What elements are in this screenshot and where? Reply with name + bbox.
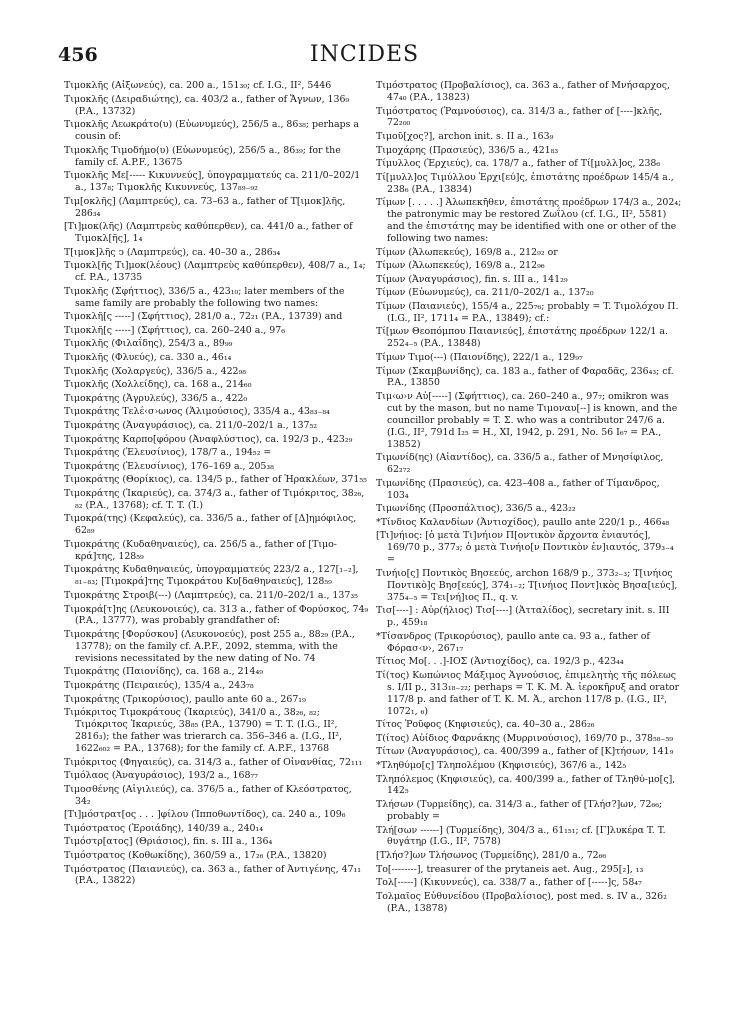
- index-entry: Τιμοκράτης (Κυδαθηναιεύς), ca. 256/5 a., father of [Τιμο-κρά]της, 128₅₉: [64, 538, 337, 562]
- index-entry: Τιμόστρ[ατος] (Θριάσιος), fin. s. III a., 136₄: [64, 836, 273, 848]
- index-entry: Τίμων Τιμο(---) (Παιονίδης), 222/1 a., 129₉₇: [376, 351, 583, 363]
- index-entry: Τιμοκλῆς (Φλυεύς), ca. 330 a., 46₁₄: [64, 351, 232, 363]
- index-entry: Τίμων (Σκαμβωνίδης), ca. 183 a., father of Φαραδᾶς, 236₄₃; cf. P.A., 13850: [376, 365, 674, 389]
- index-entry: Τιμοκράτης (Ἀγρυλεύς), 336/5 a., 422₀: [64, 392, 248, 404]
- index-entry: Τιμοκράτης (Τρικορύσιος), paullo ante 60 a., 267₁₉: [64, 693, 306, 705]
- index-entry: Το[--------], treasurer of the prytaneis aet. Aug., 295[₂], ₁₃: [376, 863, 644, 875]
- index-entry: Τιμοκράτης Καρπο[φόρου (Ἀναφλύστιος), ca. 192/3 p., 423₂₉: [64, 433, 353, 445]
- index-entry: Τίμων (Εὐωνυμεύς), ca. 211/0–202/1 a., 137₂₀: [376, 287, 594, 299]
- index-entry: Τιμοκλῆς Με[----- Κικυννεύς], ὑπογραμματεύς ca. 211/0–202/1 a., 137₈; Τιμοκλῆς Κικυννεύς, 137₈₉₋₉₂: [64, 170, 361, 193]
- index-entry: Τί(τος) Κωπώνιος Μάξιμος Ἁγνούσιος, ἐπιμελητὴς τῆς πόλεως s. I/II p., 313₁₈₋₂₂; perhaps = T. K. M. Ἀ. ἱεροκῆρυξ and orator 117/8 p. and father of T. K. M. Ἀ., archon 117/8 p. (I.G., II², 1072₁, ₆): [376, 669, 680, 717]
- index-entry: Τλή[σων ------] (Τυρμείδης), 304/3 a., 61₁₅₁; cf. [Γ]λυκέρα T. T. θυγάτηρ (I.G., II², 7578): [376, 824, 666, 848]
- index-entry: Τιμοκράτης (Ἐλευσίνιος), 178/7 a., 194₅₂ =: [64, 447, 272, 459]
- page-title: INCIDES: [309, 42, 420, 67]
- index-entry: T(ίτος) Αὐίδιος Φαρνάκης (Μυρρινούσιος), 169/70 p., 378₅₈₋₅₉: [376, 732, 673, 744]
- index-entry: *Τληθύμο[ς] Τληπολέμου (Κηφισιεύς), 367/6 a., 142₅: [376, 759, 627, 771]
- index-entry: Τλήσων (Τυρμείδης), ca. 314/3 a., father of [Τλήσ?]ων, 72₆₆; probably =: [376, 799, 663, 822]
- index-entry: Τί[μων Θεοπόμπου Παιανιεύς], ἐπιστάτης προέδρων 122/1 a. 252₄₋₅ (P.A., 13848): [376, 326, 668, 350]
- index-entry: Τιμοκλῆς (Φιλαΐδης), 254/3 a., 89₉₉: [64, 338, 233, 350]
- index-entry: [Τι]νήιος: [ὁ μετὰ Τι]νήιον Π[οντικὸν ἄρχοντα ἐνιαυτός], 169/70 p., 377₃; ὁ μετὰ Τινήιο[ν Ποντικὸν ἐν]ιαυτός, 379₃₋₄ =: [376, 530, 674, 566]
- index-entry: Τιμοῦ[χος?], archon init. s. II a., 163₉: [376, 131, 554, 142]
- index-entry: Τιμοκράτης (Ἀναγυράσιος), ca. 211/0–202/1 a., 137₅₂: [64, 419, 318, 431]
- index-entry: Τίτος Ῥοῦφος (Κηφισιεύς), ca. 40–30 a., 286₂₆: [376, 719, 595, 731]
- index-entry: [Τι]μοκ(λῆς) (Λαμπτρεὺς καθύπερθεν), ca. 441/0 a., father of Τιμοκλ[ῆς], 1₄: [64, 221, 353, 244]
- index-entry: *Τίσανδρος (Τρικορύσιος), paullo ante ca. 93 a., father of Φόρασ‹ν›, 267₁₇: [376, 630, 650, 654]
- index-entry: Τ[ιμοκ]λῆς ͻ (Λαμπτρεύς), ca. 40–30 a., 286₃₄: [64, 246, 281, 258]
- index-entry: Τιμοκλῆς Τιμοδήμο(υ) (Εὐωνυμεύς), 256/5 a., 86₃₉; for the family cf. A.P.F., 13675: [64, 144, 341, 168]
- index-entry: Τιμόστρατος (Κοθωκίδης), 360/59 a., 17₂₆ (P.A., 13820): [64, 849, 327, 861]
- index-entry: Τιμόστρατος (Προβαλίσιος), ca. 363 a., father of Μνήσαρχος, 47₄₀ (P.A., 13823): [376, 80, 670, 103]
- page-number: 456: [58, 44, 98, 66]
- index-entry: Τινήιο[ς] Ποντικὸς Βησεεύς, archon 168/9 p., 373₂₋₃; T[ινήιος Ποντικὸ]ς Βησ[εεύς], 374₁₋₂; T[ινήιος Ποντ]ικὸς Βησα[ιεύς], 375₄₋₅ = Τει[νή]ιος Π., q. v.: [376, 567, 678, 603]
- index-entry: Τίμων (Ἀναγυράσιος), fin. s. III a., 141₂₉: [376, 273, 568, 285]
- index-entry: Τίμων (Παιανιεύς), 155/4 a., 225₇₆; probably = T. Τιμολόχου Π. (I.G., II², 1711₄ = P.A., 13849); cf.:: [376, 300, 679, 324]
- index-entry: Τιμόστρατος (Ῥαμνούσιος), ca. 314/3 a., father of [----]κλῆς, 72₂₀₀: [376, 105, 663, 129]
- index-entry: Τιμόλαος (Ἀναγυράσιος), 193/2 a., 168₇₇: [64, 770, 258, 782]
- index-entry: Τιμοκράτης Τελέ‹σ›ωνος (Ἁλιμούσιος), 335/4 a., 43₈₃₋₈₄: [64, 406, 330, 418]
- index-column-left: [64, 80, 370, 889]
- index-entry: Τιμοκράτης [Φορύσκου] (Λευκονοεύς), post 255 a., 88₂₉ (P.A., 13778); on the family cf. A.P.F., 2092, stemma, with the revisions necessitated by the new dating of No. 74: [64, 629, 355, 664]
- index-entry: [Τλήσ?]ων Τλήσωνος (Τυρμείδης), 281/0 a., 72₆₆: [376, 850, 607, 862]
- index-entry: Τίμυλλος (Ἐρχιεύς), ca. 178/7 a., father of Τί[μυλλ]ος, 238₆: [376, 158, 661, 170]
- index-entry: Τιμοκρά(της) (Κεφαλεύς), ca. 336/5 a., father of [Δ]ημόφιλος, 62₈₉: [64, 513, 357, 537]
- index-entry: Τιμ‹ω›ν Αὐ[-----] (Σφήττιος), ca. 260–240 a., 97₇; omikron was cut by the mason, but no name Τιμοναυ[--] is known, and the councillor probably = T. Σ. who was a contributor 247/6 a. (I.G., II², 791d I₂₅ = H., XI, 1942, p. 291, No. 56 I₆₇ = P.A., 13852): [376, 391, 678, 450]
- index-entry: Τιμοκράτης Κυδαθηναιεύς, ὑπογραμματεύς 223/2 a., 127[₁₋₂], ₈₁₋₈₃; [Τιμοκρά]της Τιμοκράτου Κυ[δαθηναιεύς], 128₅₉: [64, 564, 359, 588]
- index-entry: Τιμόκριτος (Φηγαιεύς), ca. 314/3 a., father of Οἰνανθίας, 72₁₁₁: [64, 756, 363, 768]
- index-entry: Τιμωνίδ(ης) (Αἰαντίδος), ca. 336/5 a., father of Μνησίφιλος, 62₂₇₂: [376, 452, 664, 476]
- index-entry: Τιμοκλῆς (Χολλείδης), ca. 168 a., 214₆₀: [64, 379, 252, 391]
- index-entry: Τιμοκρά[τ]ης (Λευκονοιεύς), ca. 313 a., father of Φορύσκος, 74₉ (P.A., 13777), was probably grandfather of:: [64, 603, 369, 627]
- index-entry: Τιμοκλῆς Λεωκράτο(υ) (Εὐωνυμεύς), 256/5 a., 86₃₈; perhaps a cousin of:: [64, 119, 360, 142]
- index-entry: Τίμων (Ἀλωπεκεύς), 169/8 a., 212₉₆: [376, 260, 545, 272]
- index-entry: Τιμωνίδης (Προσπάλτιος), 336/5 a., 423₂₂: [376, 503, 576, 515]
- index-entry: Τληπόλεμος (Κηφισιεύς), ca. 400/399 a., father of Τληθύ-μο[ς], 142₅: [376, 773, 676, 797]
- index-entry: Τιμοκράτης Στροιβ(---) (Λαμπτρεύς), ca. 211/0–202/1 a., 137₃₅: [64, 589, 358, 601]
- index-entry: Τιμοκράτης (Ἐλευσίνιος), 176–169 a., 205₃₈: [64, 460, 274, 472]
- index-entry: Τιμόκριτος Τιμοκράτους (Ἰκαριεύς), 341/0 a., 38₂₆, ₈₂; Τιμόκριτος Ἰκαριεύς, 38₈₅ (P.A., 13790) = T. T. (I.G., II², 2816₃); the father was trierarch ca. 356–346 a. (I.G., II², 1622₆₀₂ = P.A., 13768); for the family cf. A.P.F., 13768: [64, 707, 343, 754]
- index-entry: Τολμαῖος Εὐθυνείδου (Προβαλίσιος), post med. s. IV a., 326₂ (P.A., 13878): [376, 890, 667, 914]
- index-entry: Τίμων (Ἀλωπεκεύς), 169/8 a., 212₉₂ or: [376, 246, 558, 258]
- index-entry: Τίτων (Ἀναγυράσιος), ca. 400/399 a., father of [Κ]τήσων, 141₉: [376, 746, 674, 758]
- index-entry: Τιμοκλῆ[ς -----] (Σφήττιος), ca. 260–240 a., 97₆: [64, 324, 285, 336]
- index-entry: Τιμοκλ[ῆς Τι]μοκ(λέους) (Λαμπτρεὺς καθύπερθεν), 408/7 a., 1₄; cf. P.A., 13735: [64, 260, 366, 284]
- index-entry: *Τίνδιος Καλανδίων (Ἀντιοχίδος), paullo ante 220/1 p., 466₄₈: [376, 516, 670, 528]
- index-entry: Τισ[----] : Αὐρ(ήλιος) Τισ[----] (Ἀτταλίδος), secretary init. s. III p., 459₁₈: [376, 605, 670, 629]
- index-entry: Τιμοκράτης (Παιονίδης), ca. 168 a., 214₄₉: [64, 666, 264, 678]
- index-entry: [Τι]μόστρατ[ος . . . ]φίλου (Ἱπποθωντίδος), ca. 240 a., 109₆: [64, 809, 346, 821]
- index-column-right: [376, 80, 682, 916]
- index-entry: Τιμοκράτης (Πειραιεύς), 135/4 a., 243₇₈: [64, 680, 254, 691]
- index-entry: Τιμοκράτης (Θορίκιος), ca. 134/5 p., father of Ἡρακλέων, 371₅₅: [64, 474, 367, 486]
- index-entry: Τιμοκράτης (Ἰκαριεύς), ca. 374/3 a., father of Τιμόκριτος, 38₂₆, ₈₂ (P.A., 13768); cf. T. T. (Ἰ.): [64, 487, 365, 511]
- index-entry: Τί[μυλλ]ος Τιμύλλου Ἐρχι[εύ]ς, ἐπιστάτης προέδρων 145/4 a., 238₆ (P.A., 13834): [376, 171, 674, 195]
- index-entry: Τιμοκλῆ[ς -----] (Σφήττιος), 281/0 a., 72₂₁ (P.A., 13739) and: [64, 311, 343, 323]
- index-entry: Τιμοσθένης (Αἰγιλιεύς), ca. 376/5 a., father of Κλεόστρατος, 34₂: [64, 783, 352, 807]
- index-entry: Τιμοχάρης (Πρασιεύς), 336/5 a., 421₈₃: [376, 144, 559, 156]
- index-entry: Τιμοκλῆς (Δειραδιώτης), ca. 403/2 a., father of Ἄγνων, 136₉ (P.A., 13732): [64, 93, 350, 117]
- index-entry: Τιμοκλῆς (Χολαργεύς), 336/5 a., 422₉₈: [64, 365, 247, 377]
- index-entry: Τιμόστρατος (Ἐροιάδης), 140/39 a., 240₁₄: [64, 822, 264, 834]
- index-entry: Τιμόστρατος (Παιανιεύς), ca. 363 a., father of Ἀντιγένης, 47₁₁ (P.A., 13822): [64, 863, 362, 887]
- index-entry: Τιμ[οκλῆς] (Λαμπτρεύς), ca. 73–63 a., father of Τ[ιμοκ]λῆς, 286₃₄: [64, 195, 346, 219]
- index-entry: Τιμοκλῆς (Αἰξωνεύς), ca. 200 a., 151₃₀; cf. I.G., II², 5446: [64, 80, 332, 91]
- index-entry: Τιμωνίδης (Πρασιεύς), ca. 423–408 a., father of Τίμανδρος, 103₄: [376, 477, 660, 501]
- index-entry: Τιμοκλῆς (Σφήττιος), 336/5 a., 423₁₀; later members of the same family are probably the following two names:: [64, 285, 345, 309]
- index-entry: Τίτιος Μο[. . .]-ΙΟΣ (Ἀντιοχίδος), ca. 192/3 p., 423₄₄: [376, 656, 624, 668]
- index-entry: Τίμων [. . . . .] Ἀλωπεκῆθεν, ἐπιστάτης προέδρων 174/3 a., 202₄; the patronymic may be restored Ζωΐλου (cf. I.G., II², 5581) and the ἐπιστάτης may be identified with one or other of the following two names:: [376, 197, 682, 244]
- index-entry: Τολ[-----] (Κικυννεύς), ca. 338/7 a., father of [-----]ς, 58₄₇: [376, 877, 642, 889]
